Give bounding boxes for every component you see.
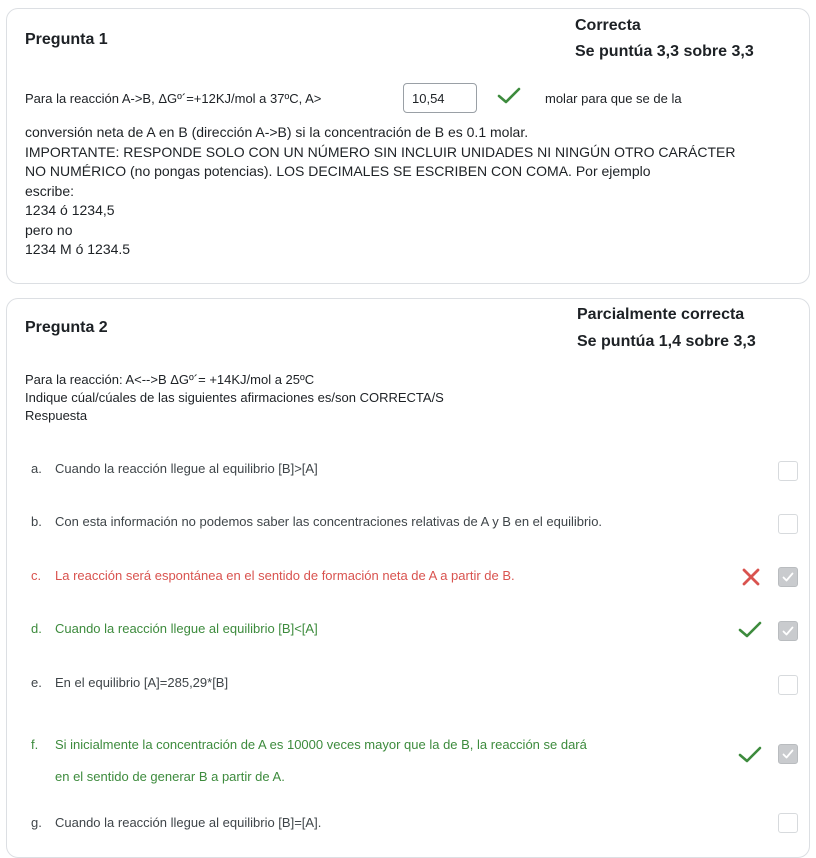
option-letter: a. (31, 461, 42, 476)
correct-check-icon (738, 746, 762, 764)
option-e[interactable] (31, 675, 228, 690)
option-letter: c. (31, 568, 42, 583)
question-1-line: conversión neta de A en B (dirección A->B) si la concentración de B es 0.1 molar. (25, 124, 529, 140)
option-text: En el equilibrio [A]=285,29*[B] (55, 675, 229, 690)
option-letter: f. (31, 737, 39, 752)
option-a[interactable] (31, 461, 318, 476)
question-1-line: pero no (25, 221, 73, 238)
option-b[interactable] (31, 514, 602, 529)
option-g[interactable] (31, 815, 321, 830)
option-g-checkbox[interactable] (778, 813, 798, 833)
option-letter: e. (31, 675, 42, 690)
checkmark-icon (782, 625, 794, 637)
question-2-score: Se puntúa 1,4 sobre 3,3 (577, 333, 756, 350)
option-c-checkbox[interactable] (778, 567, 798, 587)
option-letter: d. (31, 621, 42, 636)
option-text: Cuando la reacción llegue al equilibrio [B]>[A] (55, 461, 318, 476)
option-text: Cuando la reacción llegue al equilibrio [B]<[A] (55, 621, 318, 636)
option-letter: g. (31, 815, 42, 830)
option-c[interactable] (31, 568, 515, 583)
question-2-title: Pregunta 2 (25, 319, 108, 336)
question-2-intro (25, 371, 444, 425)
option-b-checkbox[interactable] (778, 514, 798, 534)
option-a-checkbox[interactable] (778, 461, 798, 481)
option-text-continued: en el sentido de generar B a partir de A. (55, 769, 285, 784)
question-1-line: 1234 ó 1234,5 (25, 202, 115, 218)
option-d-checkbox[interactable] (778, 621, 798, 641)
question-2-intro-line: Para la reacción: A<-->B ΔGº´= +14KJ/mol a 25ºC (25, 372, 315, 387)
option-f[interactable] (31, 729, 587, 793)
question-1-status: Correcta (575, 17, 641, 34)
correct-check-icon (497, 87, 521, 105)
question-1-line: escribe: (25, 182, 75, 199)
question-1-body (25, 123, 805, 260)
option-f-checkbox[interactable] (778, 744, 798, 764)
question-2-intro-line: Respuesta (25, 408, 88, 423)
option-e-checkbox[interactable] (778, 675, 798, 695)
question-2-card (6, 298, 810, 858)
option-text: Con esta información no podemos saber las concentraciones relativas de A y B en el equilibrio. (55, 514, 603, 529)
question-1-prompt-start: Para la reacción A->B, ΔGº´=+12KJ/mol a 37ºC, A> (25, 91, 322, 106)
option-text: La reacción será espontánea en el sentido de formación neta de A a partir de B. (55, 568, 515, 583)
option-d[interactable] (31, 621, 318, 636)
question-1-score: Se puntúa 3,3 sobre 3,3 (575, 43, 754, 60)
question-1-line: NO NUMÉRICO (no pongas potencias). LOS DECIMALES SE ESCRIBEN CON COMA. Por ejemplo (25, 163, 651, 179)
checkmark-icon (782, 571, 794, 583)
question-1-prompt-end: molar para que se de la (545, 91, 682, 106)
question-1-card (6, 8, 810, 284)
question-2-status: Parcialmente correcta (577, 306, 745, 323)
question-1-line: IMPORTANTE: RESPONDE SOLO CON UN NÚMERO SIN INCLUIR UNIDADES NI NINGÚN OTRO CARÁCTER (25, 143, 736, 160)
question-2-intro-line: Indique cúal/cúales de las siguientes afirmaciones es/son CORRECTA/S (25, 390, 444, 405)
correct-check-icon (738, 621, 762, 639)
incorrect-cross-icon (741, 568, 761, 586)
question-1-line: 1234 M ó 1234.5 (25, 241, 131, 257)
question-1-title: Pregunta 1 (25, 31, 108, 48)
checkmark-icon (782, 748, 794, 760)
option-text: Si inicialmente la concentración de A es 10000 veces mayor que la de B, la reacción se dará (55, 737, 587, 752)
answer-input[interactable] (403, 83, 477, 113)
option-text: Cuando la reacción llegue al equilibrio [B]=[A]. (55, 815, 322, 830)
option-letter: b. (31, 514, 42, 529)
